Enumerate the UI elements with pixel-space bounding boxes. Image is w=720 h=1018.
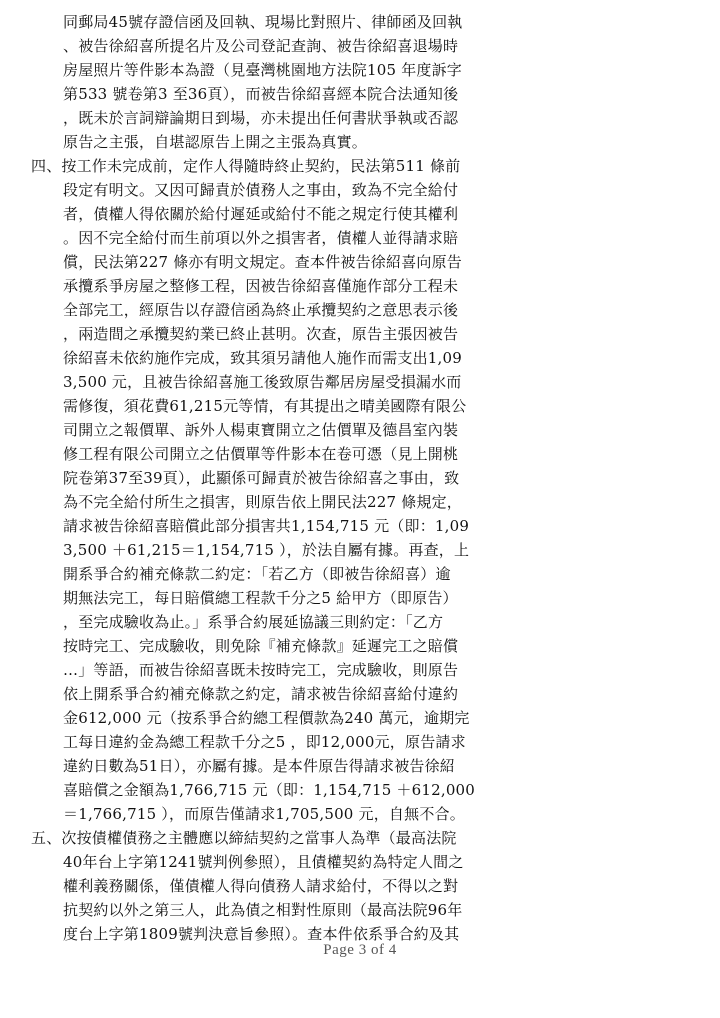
text-line: 度台上字第1809號判決意旨參照）。查本件依系爭合約及其 [63,925,460,943]
text-line: 工每日違約金為總工程款千分之5 ，即12,000元，原告請求 [63,733,466,751]
text-line: 院卷第37至39頁），此顯係可歸責於被告徐紹喜之事由，致 [63,469,460,487]
text-line: 3,500 ＋61,215＝1,154,715 ），於法自屬有據。再查，上 [63,541,470,559]
text-line: 開系爭合約補充條款二約定：「若乙方（即被告徐紹喜）逾 [63,565,451,583]
text-line: 期無法完工，每日賠償總工程款千分之5 給甲方（即原告） [63,589,458,607]
paragraph-heading-line: 四、按工作未完成前，定作人得隨時終止契約，民法第511 條前 [31,157,461,175]
text-line: 請求被告徐紹喜賠償此部分損害共1,154,715 元（即：1,09 [63,517,470,535]
text-line: 、被告徐紹喜所提名片及公司登記查詢、被告徐紹喜退場時 [63,37,459,55]
page-number: Page 3 of 4 [323,942,397,958]
text-line: 違約日數為51日），亦屬有據。是本件原告得請求被告徐紹 [63,757,455,775]
text-line: 3,500 元，且被告徐紹喜施工後致原告鄰居房屋受損漏水而 [63,373,462,391]
text-line: 段定有明文。又因可歸責於債務人之事由，致為不完全給付 [63,181,459,199]
text-line: 徐紹喜未依約施作完成，致其須另請他人施作而需支出1,09 [63,349,463,367]
text-line: ，既未於言詞辯論期日到場，亦未提出任何書狀爭執或否認 [63,109,459,127]
text-line: 第533 號卷第3 至36頁），而被告徐紹喜經本院合法通知後 [63,85,459,103]
text-line: ，至完成驗收為止。」系爭合約展延協議三則約定：「乙方 [63,613,444,631]
text-line: 司開立之報價單、訴外人楊東寶開立之估價單及德昌室內裝 [63,421,459,439]
text-line: 房屋照片等件影本為證（見臺灣桃園地方法院105 年度訴字 [63,61,463,79]
paragraph-heading-line: 五、次按債權債務之主體應以締結契約之當事人為準（最高法院 [31,829,457,847]
text-line: 全部完工，經原告以存證信函為終止承攬契約之意思表示後 [63,301,459,319]
text-line: 償，民法第227 條亦有明文規定。查本件被告徐紹喜向原告 [63,253,463,271]
text-line: 依上開系爭合約補充條款之約定，請求被告徐紹喜給付違約 [63,685,459,703]
text-line: 原告之主張，自堪認原告上開之主張為真實。 [63,133,368,151]
text-line: …」等語，而被告徐紹喜既未按時完工，完成驗收，則原告 [63,661,459,679]
text-line: ，兩造間之承攬契約業已終止甚明。次查，原告主張因被告 [63,325,459,343]
text-line: 同郵局45號存證信函及回執、現場比對照片、律師函及回執 [63,13,463,31]
text-line: 修工程有限公司開立之估價單等件影本在卷可憑（見上開桃 [63,445,459,463]
text-line: 40年台上字第1241號判例參照），且債權契約為特定人間之 [63,853,464,871]
text-line: 為不完全給付所生之損害，則原告依上開民法227 條規定， [63,493,463,511]
text-line: 承攬系爭房屋之整修工程，因被告徐紹喜僅施作部分工程未 [63,277,459,295]
text-line: 權利義務關係，僅債權人得向債務人請求給付，不得以之對 [63,877,459,895]
text-line: 抗契約以外之第三人，此為債之相對性原則（最高法院96年 [63,901,463,919]
text-line: 。因不完全給付而生前項以外之損害者，債權人並得請求賠 [63,229,459,247]
text-line: 按時完工、完成驗收，則免除『補充條款』延遲完工之賠償 [63,637,459,655]
text-line: 需修復，須花費61,215元等情，有其提出之晴美國際有限公 [63,397,467,415]
text-line: 金612,000 元（按系爭合約總工程價款為240 萬元，逾期完 [63,709,470,727]
text-line: 喜賠償之金額為1,766,715 元（即：1,154,715 ＋612,000 [63,781,476,799]
text-line: 者，債權人得依關於給付遲延或給付不能之規定行使其權利 [63,205,459,223]
text-line: ＝1,766,715 ），而原告僅請求1,705,500 元，自無不合。 [63,805,465,823]
